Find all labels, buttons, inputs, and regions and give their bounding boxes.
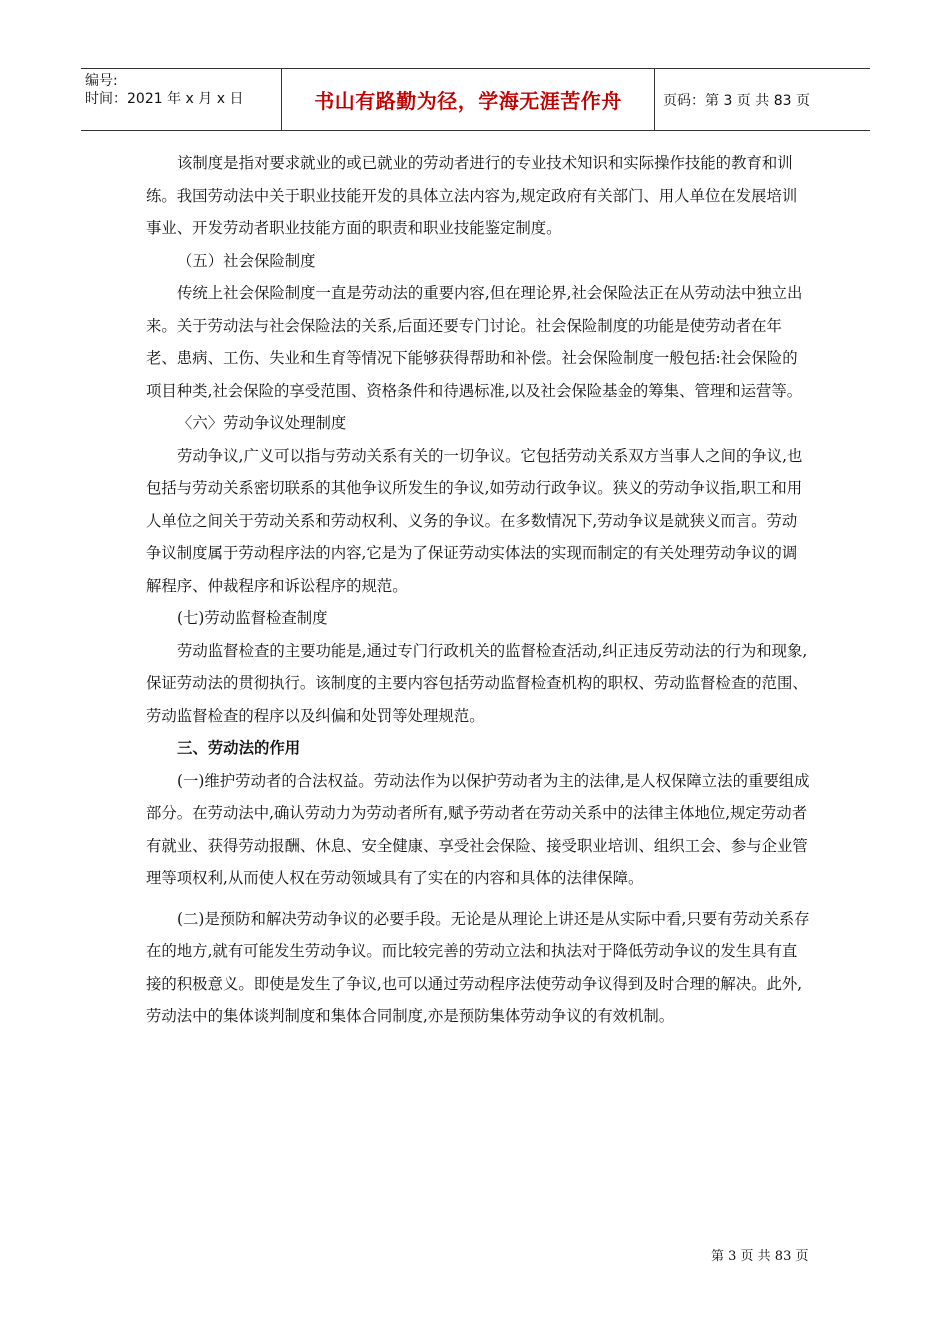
- doc-date-label: 时间：2021 年 x 月 x 日: [85, 91, 244, 107]
- paragraph-role-two: (二)是预防和解决劳动争议的必要手段。无论是从理论上讲还是从实际中看,只要有劳动关系存在的地方,就有可能发生劳动争议。而比较完善的劳动立法和执法对于降低劳动争议的发生具有直接的积极意义。即使是发生了争议,也可以通过劳动程序法使劳动争议得到及时合理的解决。此外,劳动法中的集体谈判制度和集体合同制度,亦是预防集体劳动争议的有效机制。: [146, 909, 810, 1025]
- header-motto-cell: [282, 69, 655, 130]
- paragraph-social-insurance: 传统上社会保险制度一直是劳动法的重要内容,但在理论界,社会保险法正在从劳动法中独立出来。关于劳动法与社会保险法的关系,后面还要专门讨论。社会保险制度的功能是使劳动者在年老、患病、工伤、失业和生育等情况下能够获得帮助和补偿。社会保险制度一般包括:社会保险的项目种类,社会保险的享受范围、资格条件和待遇标准,以及社会保险基金的筹集、管理和运营等。: [146, 284, 803, 400]
- heading-supervision: (七)劳动监督检查制度: [177, 609, 328, 627]
- paragraph-dispute-handling: 劳动争议,广义可以指与劳动关系有关的一切争议。它包括劳动关系双方当事人之间的争议,也包括与劳动关系密切联系的其他争议所发生的争议,如劳动行政争议。狭义的劳动争议指,职工和用人单位之间关于劳动关系和劳动权利、义务的争议。在多数情况下,劳动争议是就狭义而言。劳动争议制度属于劳动程序法的内容,它是为了保证劳动实体法的实现而制定的有关处理劳动争议的调解程序、仲裁程序和诉讼程序的规范。: [146, 446, 803, 595]
- paragraph-supervision: 劳动监督检查的主要功能是,通过专门行政机关的监督检查活动,纠正违反劳动法的行为和现象,保证劳动法的贯彻执行。该制度的主要内容包括劳动监督检查机构的职权、劳动监督检查的范围、劳动监督检查的程序以及纠偏和处罚等处理规范。: [146, 641, 808, 725]
- section-heading-role: 三、劳动法的作用: [177, 739, 301, 757]
- paragraph-training: 该制度是指对要求就业的或已就业的劳动者进行的专业技术知识和实际操作技能的教育和训练。我国劳动法中关于职业技能开发的具体立法内容为,规定政府有关部门、用人单位在发展培训事业、开发劳动者职业技能方面的职责和职业技能鉴定制度。: [146, 154, 798, 237]
- page-footer: 第 3 页 共 83 页: [711, 1249, 809, 1264]
- document-body: [146, 147, 810, 1033]
- heading-dispute-handling: 〈六〉劳动争议处理制度: [177, 414, 347, 432]
- header-meta: [81, 69, 282, 130]
- header-page-cell: [655, 69, 870, 130]
- doc-id-label: 编号:: [85, 73, 118, 89]
- header-page-label: 页码：第 3 页 共 83 页: [663, 92, 810, 109]
- heading-social-insurance: （五）社会保险制度: [177, 251, 316, 270]
- paragraph-role-one: (一)维护劳动者的合法权益。劳动法作为以保护劳动者为主的法律,是人权保障立法的重要组成部分。在劳动法中,确认劳动力为劳动者所有,赋予劳动者在劳动关系中的法律主体地位,规定劳动者有就业、获得劳动报酬、休息、安全健康、享受社会保险、接受职业培训、组织工会、参与企业管理等项权利,从而使人权在劳动领域具有了实在的内容和具体的法律保障。: [146, 771, 810, 887]
- motto-text: 书山有路勤为径，学海无涯苦作舟: [314, 89, 622, 113]
- page-header: [81, 68, 870, 131]
